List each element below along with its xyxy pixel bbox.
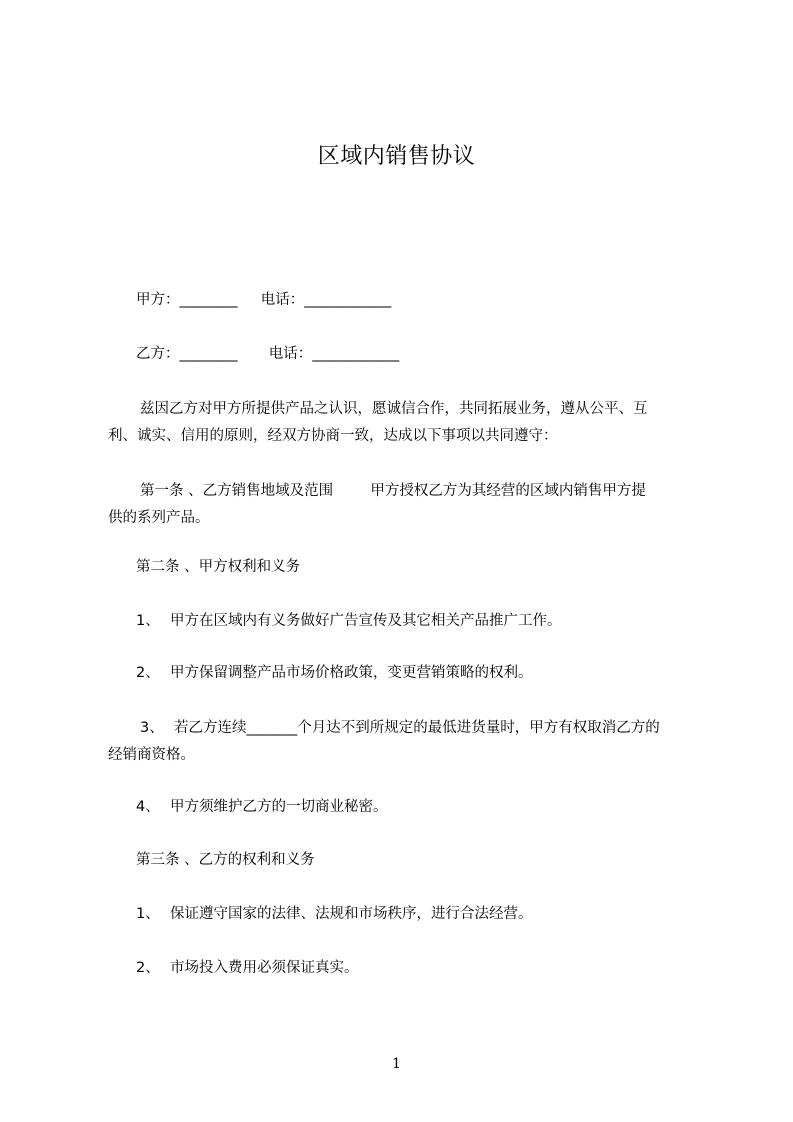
item-number: 2、: [136, 665, 160, 681]
preamble-line-2: 利、诚实、信用的原则，经双方协商一致，达成以下事项以共同遵守：: [108, 428, 558, 444]
preamble-line-1: 兹因乙方对甲方所提供产品之认识，愿诚信合作，共同拓展业务，遵从公平、互: [140, 401, 648, 417]
party-a-label: 甲方：________: [136, 292, 238, 308]
article-3-heading: 第三条 、乙方的权利和义务: [136, 852, 315, 868]
article-2-item-1: [136, 606, 736, 636]
item-text: 甲方保留调整产品市场价格政策，变更营销策略的权利。: [170, 665, 533, 681]
page-number: 1: [392, 1056, 401, 1072]
item-number: 4、: [136, 799, 160, 815]
article-1-heading: 第一条 、乙方销售地域及范围: [140, 483, 334, 499]
item-text: 保证遵守国家的法律、法规和市场秩序，进行合法经营。: [170, 906, 533, 922]
article-2-item-4: [136, 792, 736, 822]
article-3-item-2: [136, 953, 736, 983]
item-number: 3、: [140, 720, 164, 736]
item-text: 若乙方连续_______个月达不到所规定的最低进货量时，甲方有权取消乙方的: [174, 720, 660, 736]
item-text: 甲方须维护乙方的一切商业秘密。: [170, 799, 388, 815]
article-2-item-3: [140, 713, 740, 743]
party-b-phone: 电话：____________: [268, 346, 400, 362]
party-b-label: 乙方：________: [136, 346, 238, 362]
article-1-line-1: [140, 476, 740, 506]
item-text: 市场投入费用必须保证真实。: [170, 960, 359, 976]
item-number: 2、: [136, 960, 160, 976]
party-b-line: [136, 339, 736, 369]
article-1-text: 甲方授权乙方为其经营的区域内销售甲方提: [370, 483, 646, 499]
document-title: 区域内销售协议: [317, 144, 476, 169]
party-a-phone: 电话：____________: [260, 292, 392, 308]
article-3-item-1: [136, 899, 736, 929]
article-2-item-3-continuation: 经销商资格。: [108, 747, 195, 763]
item-text: 甲方在区域内有义务做好广告宣传及其它相关产品推广工作。: [170, 613, 562, 629]
item-number: 1、: [136, 906, 160, 922]
article-2-item-2: [136, 658, 736, 688]
article-1-line-2: 供的系列产品。: [108, 510, 210, 526]
party-a-line: [136, 285, 736, 315]
item-number: 1、: [136, 613, 160, 629]
article-2-heading: 第二条 、甲方权利和义务: [136, 559, 301, 575]
